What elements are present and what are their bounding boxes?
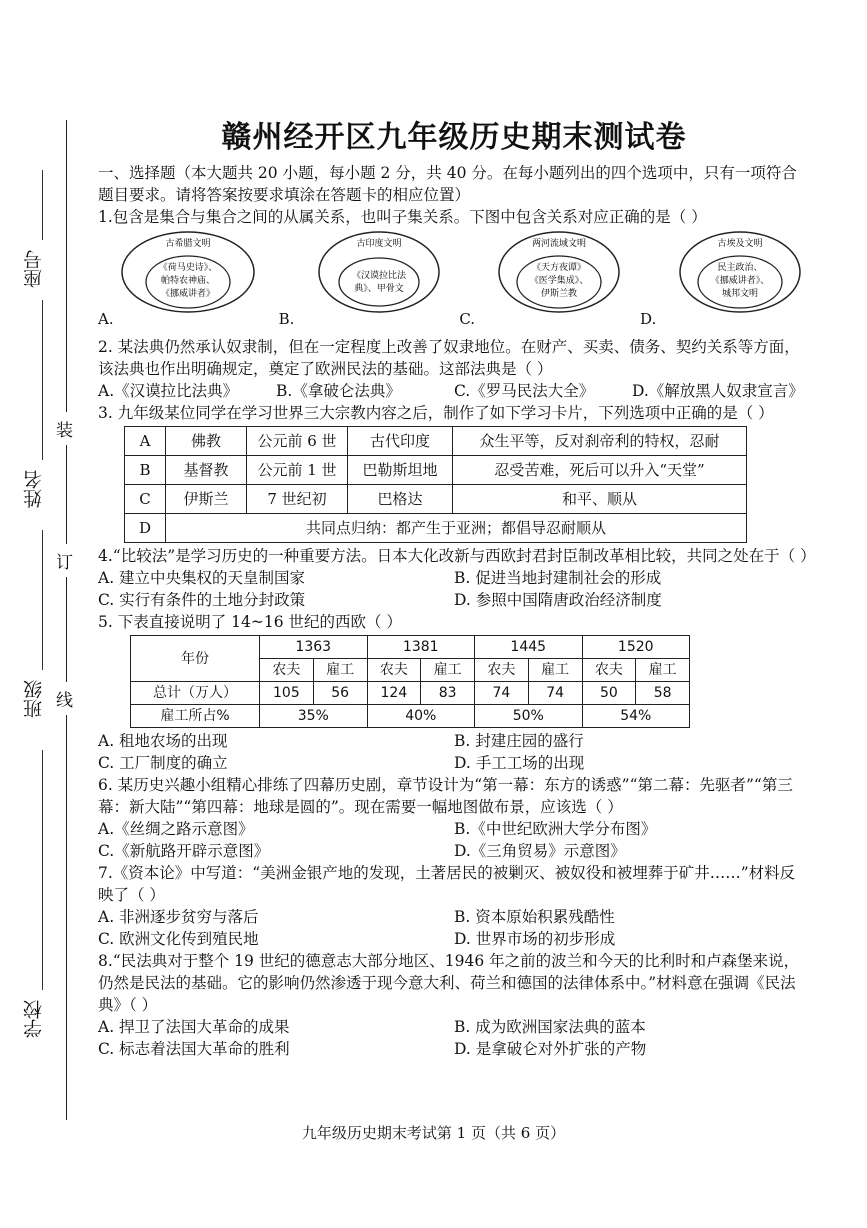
table-cell: 124 (367, 682, 421, 705)
question-1-stem: 1.包含是集合与集合之间的从属关系，也叫子集关系。下图中包含关系对应正确的是（ ） (98, 208, 707, 226)
name-underline (42, 300, 43, 460)
table-cell: 公元前 1 世 (247, 456, 348, 485)
option-a: A. 租地农场的出现 (98, 732, 228, 750)
table-row (125, 427, 747, 456)
option-b: B. 促进当地封建制社会的形成 (454, 569, 662, 587)
question-4-options-row1 (98, 567, 810, 589)
venn-d-inner-3: 城邦文明 (721, 289, 758, 299)
venn-c-outer-label: 两河流域文明 (532, 239, 587, 249)
question-8-options-row1 (98, 1016, 810, 1038)
option-c: C.《新航路开辟示意图》 (98, 842, 270, 860)
table-cell: 共同点归纳：都产生于亚洲；都倡导忍耐顺从 (166, 514, 747, 543)
table-cell: 巴勒斯坦地 (348, 456, 453, 485)
option-c: C. 欧洲文化传到殖民地 (98, 930, 259, 948)
question-7-options-row2 (98, 928, 810, 950)
table-header: 1520 (582, 636, 690, 659)
name-label: 姓名 (23, 470, 45, 508)
table-cell: A (125, 427, 166, 456)
table-cell: 7 世纪初 (247, 485, 348, 514)
venn-b-outer-label: 古印度文明 (356, 239, 402, 249)
option-b: B.《中世纪欧洲大学分布图》 (454, 820, 657, 838)
school-label: 学校 (23, 1000, 45, 1038)
table-cell: 总计（万人） (131, 682, 260, 705)
option-d: D. 是拿破仑对外扩张的产物 (454, 1040, 647, 1058)
table-row (125, 456, 747, 485)
option-d: D. 手工工场的出现 (454, 754, 585, 772)
seal-char-zhuang: 装 (56, 412, 73, 445)
option-a: A. 建立中央集权的天皇制国家 (98, 569, 306, 587)
table-cell: 基督教 (166, 456, 247, 485)
table-cell: 古代印度 (348, 427, 453, 456)
question-8-options-row2 (98, 1038, 810, 1060)
venn-d-inner-2: 《挪威讲者》、 (710, 276, 770, 286)
option-b: B. 资本原始积累残酷性 (454, 908, 615, 926)
venn-d-outer-label: 古埃及文明 (717, 239, 763, 249)
table-cell: 83 (421, 682, 475, 705)
table-header: 1381 (367, 636, 475, 659)
option-a: A. 非洲逐步贫穷与落后 (98, 908, 259, 926)
table-header: 农夫 (582, 659, 636, 682)
table-cell: 35% (260, 705, 368, 728)
venn-b-inner-2: 典》、甲骨文 (353, 284, 404, 294)
seat-label: 座号 (23, 250, 45, 288)
option-c: C.《罗马民法大全》 (454, 382, 595, 400)
table-cell: 雇工所占% (131, 705, 260, 728)
table-cell: 伊斯兰 (166, 485, 247, 514)
question-5-stem: 5. 下表直接说明了 14~16 世纪的西欧（ ） (98, 613, 402, 631)
option-d: D.《三角贸易》示意图》 (454, 842, 626, 860)
table-cell: 50 (582, 682, 636, 705)
question-8-stem: 8.“民法典对于整个 19 世纪的德意志大部分地区、1946 年之前的波兰和今天的比利时和卢森堡来说，仍然是民法的基础。它的影响仍然渗透于现今意大利、荷兰和德国的法律体系中。”材料意在强调《民法典》（ ） (98, 952, 800, 1014)
table-row (125, 514, 747, 543)
option-a: A.《丝绸之路示意图》 (98, 820, 254, 838)
seal-char-xian: 线 (56, 682, 73, 715)
binding-margin (0, 0, 90, 1228)
venn-d-inner-1: 民主政治、 (717, 263, 763, 273)
table-header: 年份 (131, 636, 260, 682)
venn-c-inner-1: 《天方夜谭》 (532, 263, 587, 273)
table-header: 雇工 (636, 659, 690, 682)
table-cell: 56 (313, 682, 367, 705)
table-cell: 佛教 (166, 427, 247, 456)
class-underline (42, 530, 43, 670)
option-c: C. 标志着法国大革命的胜利 (98, 1040, 290, 1058)
option-d: D. 世界市场的初步形成 (454, 930, 616, 948)
venn-a-inner-3: 《挪威讲者》 (160, 289, 216, 299)
venn-b-inner-1: 《汉谟拉比法 (351, 271, 406, 281)
table-row (131, 705, 690, 728)
question-5-options-row2 (98, 752, 810, 774)
table-cell: C (125, 485, 166, 514)
table-cell: 40% (367, 705, 475, 728)
table-cell: 巴格达 (348, 485, 453, 514)
table-header: 1363 (260, 636, 368, 659)
religion-table (124, 426, 747, 543)
option-a: A. 捍卫了法国大革命的成果 (98, 1018, 290, 1036)
option-d: D.《解放黑人奴隶宣言》 (632, 382, 804, 400)
venn-c-inner-3: 伊斯兰教 (541, 289, 578, 299)
table-cell: 和平、顺从 (453, 485, 747, 514)
option-c: C. 实行有条件的土地分封政策 (98, 591, 306, 609)
option-a-letter: A. (98, 310, 114, 328)
seat-underline (42, 170, 43, 240)
question-4-options-row2 (98, 589, 810, 611)
school-underline (42, 750, 43, 990)
option-b: B. 成为欧洲国家法典的蓝本 (454, 1018, 646, 1036)
option-b: B. 封建庄园的盛行 (454, 732, 584, 750)
question-1-diagrams (98, 230, 810, 328)
table-header: 1445 (475, 636, 583, 659)
question-6-options-row1 (98, 818, 810, 840)
table-header: 雇工 (528, 659, 582, 682)
table-row (131, 682, 690, 705)
table-cell: 105 (260, 682, 314, 705)
question-4-stem: 4.“比较法”是学习历史的一种重要方法。日本大化改新与西欧封君封臣制改革相比较，共同之处在于（ ） (98, 547, 816, 565)
table-header: 农夫 (475, 659, 529, 682)
table-row (125, 485, 747, 514)
option-b: B.《拿破仑法典》 (276, 382, 401, 400)
table-cell: B (125, 456, 166, 485)
seal-char-ding: 订 (56, 544, 73, 577)
option-b-letter: B. (278, 310, 295, 328)
exam-title: 赣州经开区九年级历史期末测试卷 (221, 120, 687, 155)
question-7-options-row1 (98, 906, 810, 928)
option-d: D. 参照中国隋唐政治经济制度 (454, 591, 662, 609)
option-a: A.《汉谟拉比法典》 (98, 382, 239, 400)
venn-diagram-b (279, 230, 449, 328)
table-cell: 74 (475, 682, 529, 705)
table-cell: 50% (475, 705, 583, 728)
table-cell: 58 (636, 682, 690, 705)
table-header: 农夫 (260, 659, 314, 682)
table-row (131, 636, 690, 659)
option-c-letter: C. (459, 310, 476, 328)
table-cell: 公元前 6 世 (247, 427, 348, 456)
exam-page (98, 118, 816, 1060)
option-d-letter: D. (639, 310, 657, 328)
question-5-options-row1 (98, 730, 810, 752)
question-7-stem: 7.《资本论》中写道：“美洲金银产地的发现，土著居民的被剿灭、被奴役和被埋葬于矿井……”材料反映了（ ） (98, 864, 796, 904)
venn-a-inner-2: 帕特农神庙、 (160, 276, 216, 286)
table-cell: 众生平等，反对刹帝利的特权，忍耐 (453, 427, 747, 456)
table-cell: D (125, 514, 166, 543)
section-instructions: 一、选择题（本大题共 20 小题，每小题 2 分，共 40 分。在每小题列出的四个选项中，只有一项符合题目要求。请将答案按要求填涂在答题卡的相应位置） (98, 164, 797, 204)
venn-diagram-a (98, 230, 268, 328)
question-6-stem: 6. 某历史兴趣小组精心排练了四幕历史剧，章节设计为“第一幕：东方的诱惑”“第二幕：先驱者”“第三幕：新大陆”“第四幕：地球是圆的”。现在需要一幅地图做布景，应该选（ ） (98, 776, 793, 816)
venn-diagram-c (459, 230, 629, 328)
question-2-stem: 2. 某法典仍然承认奴隶制，但在一定程度上改善了奴隶地位。在财产、买卖、债务、契约关系等方面，该法典也作出明确规定，奠定了欧洲民法的基础。这部法典是（ ） (98, 338, 800, 378)
class-label: 班级 (23, 680, 45, 718)
venn-c-inner-2: 《医学集成》、 (530, 276, 589, 286)
venn-diagram-d (640, 230, 810, 328)
question-6-options-row2 (98, 840, 810, 862)
table-cell: 忍受苦难，死后可以升入“天堂” (453, 456, 747, 485)
question-3-stem: 3. 九年级某位同学在学习世界三大宗教内容之后，制作了如下学习卡片，下列选项中正确的是（ ） (98, 404, 774, 422)
table-cell: 74 (528, 682, 582, 705)
table-header: 雇工 (313, 659, 367, 682)
question-2-options (98, 380, 810, 402)
venn-a-inner-1: 《荷马史诗》、 (158, 263, 218, 273)
table-header: 雇工 (421, 659, 475, 682)
venn-a-outer-label: 古希腊文明 (165, 239, 211, 249)
page-footer: 九年级历史期末考试第 1 页（共 6 页） (301, 1124, 566, 1142)
labor-table (130, 635, 690, 728)
option-c: C. 工厂制度的确立 (98, 754, 228, 772)
table-header: 农夫 (367, 659, 421, 682)
table-cell: 54% (582, 705, 690, 728)
binding-line (66, 120, 67, 1120)
